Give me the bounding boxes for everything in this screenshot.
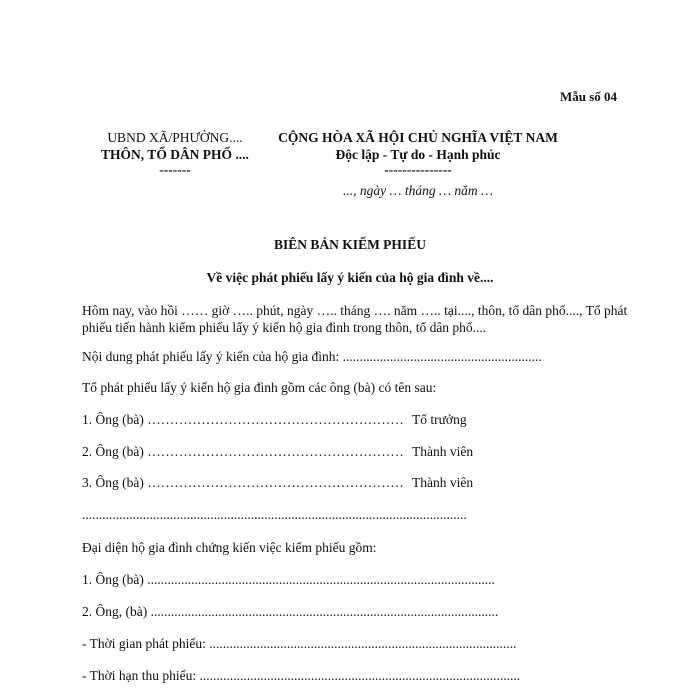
authority-line-2: THÔN, TỔ DÂN PHỐ .... bbox=[101, 147, 249, 162]
dotted-line: .................................................................................................................. bbox=[82, 507, 467, 522]
member-role: Thành viên bbox=[412, 475, 474, 490]
document-title: BIÊN BẢN KIỂM PHIẾU bbox=[274, 237, 426, 252]
document-subtitle: Về việc phát phiếu lấy ý kiến của hộ gia đình về.... bbox=[206, 270, 494, 285]
member-line: 1. Ông (bà) ………………………………………………… bbox=[82, 412, 404, 427]
date-line: ..., ngày … tháng … năm … bbox=[342, 183, 493, 198]
motto-divider: --------------- bbox=[384, 162, 452, 177]
issuing-authority-block bbox=[62, 129, 288, 177]
member-line: 3. Ông (bà) ………………………………………………… bbox=[82, 475, 404, 490]
motto: Độc lập - Tự do - Hạnh phúc bbox=[335, 147, 501, 162]
witness-intro: Đại diện hộ gia đình chứng kiến việc kiểm phiếu gồm: bbox=[82, 540, 377, 555]
content-line: Nội dung phát phiếu lấy ý kiến của hộ gia đình: ........................................................... bbox=[82, 349, 542, 364]
national-motto-block bbox=[270, 129, 566, 177]
country-name: CỘNG HÒA XÃ HỘI CHỦ NGHĨA VIỆT NAM bbox=[278, 130, 558, 145]
witness-line: 2. Ông, (bà) ....................................................................................................... bbox=[82, 604, 499, 619]
member-role: Thành viên bbox=[412, 444, 474, 459]
authority-divider: ------- bbox=[159, 162, 191, 177]
team-intro: Tổ phát phiếu lấy ý kiến hộ gia đình gồm các ông (bà) có tên sau: bbox=[82, 380, 437, 395]
intro-paragraph: Hôm nay, vào hồi …… giờ ….. phút, ngày ….. tháng …. năm ….. tại...., thôn, tổ dân phố...., Tổ phát phiếu tiến hành kiểm phiếu lấy ý kiến hộ gia đình trong thôn, tổ dân phố.... bbox=[82, 303, 628, 335]
member-line: 2. Ông (bà) ………………………………………………… bbox=[82, 444, 404, 459]
issue-time-line: - Thời gian phát phiếu: ........................................................................................... bbox=[82, 636, 517, 651]
member-role: Tổ trưởng bbox=[412, 412, 467, 427]
form-number: Mẫu số 04 bbox=[559, 89, 617, 104]
authority-line-1: UBND XÃ/PHƯỜNG.... bbox=[107, 130, 243, 145]
collect-deadline-line: - Thời hạn thu phiếu: ............................................................................................... bbox=[82, 668, 521, 683]
witness-line: 1. Ông (bà) ....................................................................................................... bbox=[82, 572, 495, 587]
